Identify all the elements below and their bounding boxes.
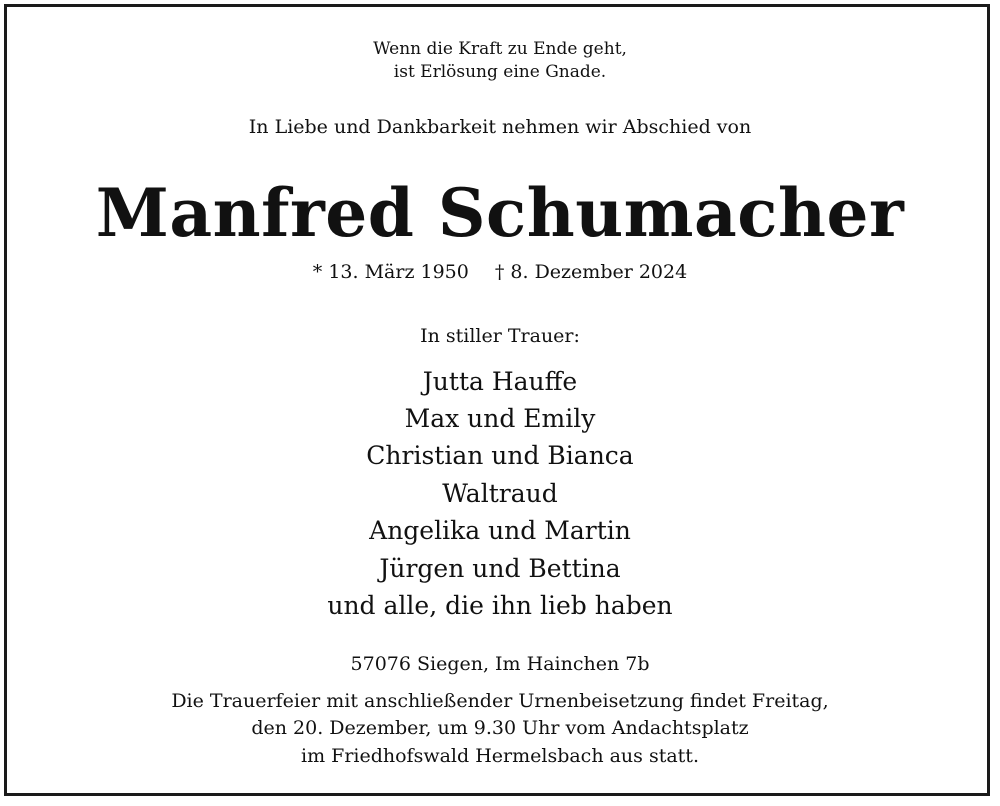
service-line: den 20. Dezember, um 9.30 Uhr vom Andachtsplatz bbox=[251, 717, 749, 739]
deceased-name: Manfred Schumacher bbox=[95, 174, 905, 252]
mourner-name: Waltraud bbox=[442, 479, 558, 508]
mourning-address: 57076 Siegen, Im Hainchen 7b bbox=[350, 653, 650, 675]
mourner-name: Christian und Bianca bbox=[366, 441, 634, 470]
birth-date: * 13. März 1950 bbox=[312, 261, 469, 283]
death-date: † 8. Dezember 2024 bbox=[494, 261, 688, 283]
mourner-name: Jutta Hauffe bbox=[422, 367, 578, 396]
mourner-name: und alle, die ihn lieb haben bbox=[327, 591, 673, 620]
mourning-label: In stiller Trauer: bbox=[420, 325, 580, 347]
mourner-name: Angelika und Martin bbox=[369, 516, 631, 545]
mourner-name: Jürgen und Bettina bbox=[379, 554, 621, 583]
mourner-name: Max und Emily bbox=[404, 404, 596, 433]
service-line: Die Trauerfeier mit anschließender Urnenbeisetzung findet Freitag, bbox=[171, 690, 829, 712]
intro-text: In Liebe und Dankbarkeit nehmen wir Abschied von bbox=[248, 116, 752, 138]
motto-line-2: ist Erlösung eine Gnade. bbox=[393, 62, 607, 82]
motto-line-1: Wenn die Kraft zu Ende geht, bbox=[373, 39, 627, 59]
service-line: im Friedhofswald Hermelsbach aus statt. bbox=[301, 745, 699, 767]
life-dates bbox=[0, 263, 1000, 282]
